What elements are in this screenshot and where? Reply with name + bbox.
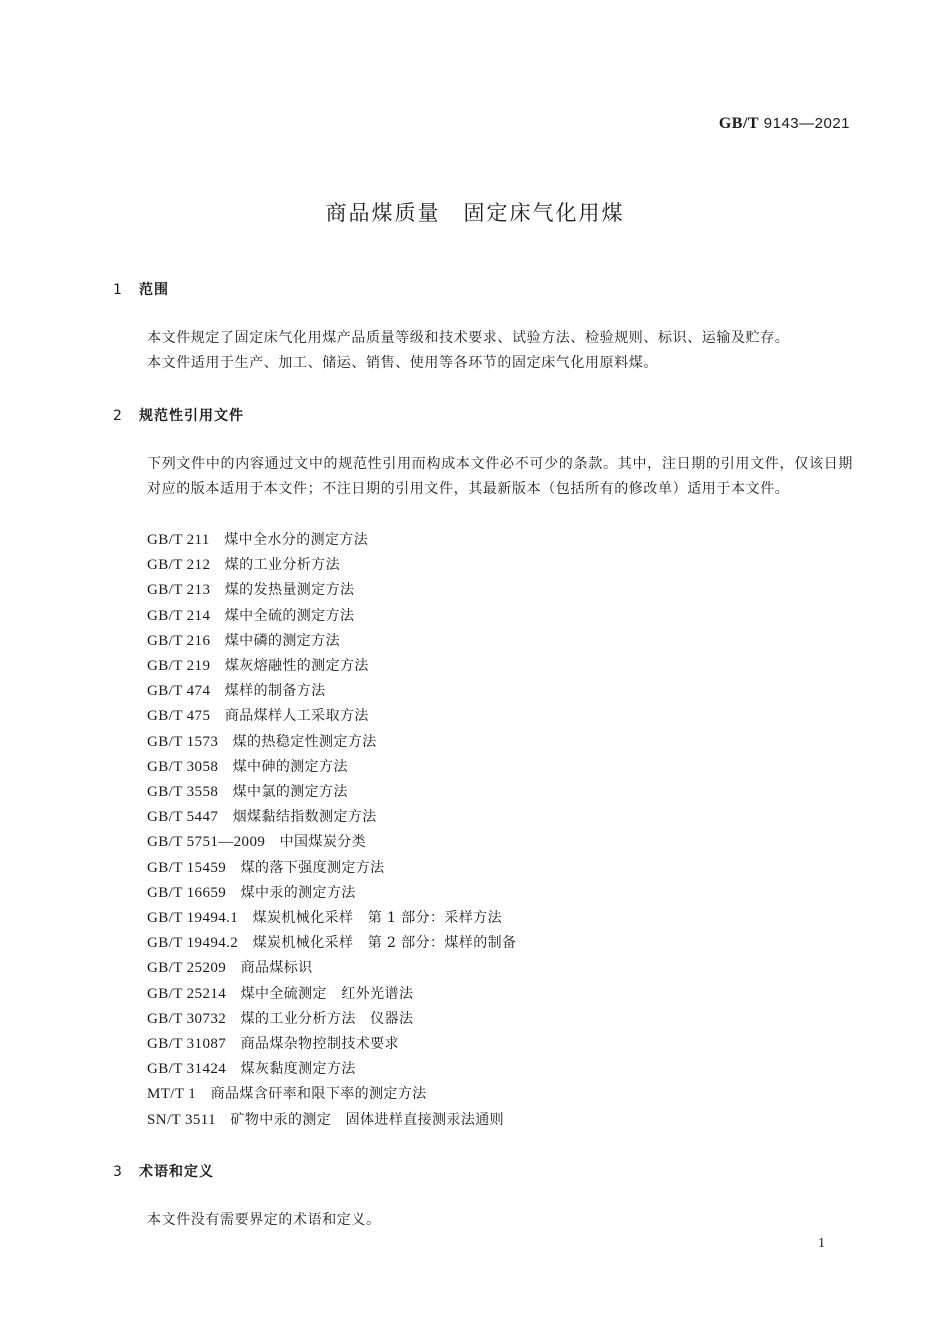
reference-title: 煤的发热量测定方法 xyxy=(224,582,355,599)
section-number: 2 xyxy=(113,408,123,424)
paragraph-text: 下列文件中的内容通过文中的规范性引用而构成本文件必不可少的条款。其中，注日期的引用文件，仅该日期对应的版本适用于本文件；不注日期的引用文件，其最新版本（包括所有的修改单）适用于本文件。 xyxy=(147,456,853,497)
reference-item xyxy=(147,1108,516,1133)
standard-prefix: GB/T xyxy=(718,115,760,132)
section-number: 3 xyxy=(113,1164,123,1180)
reference-code: GB/T 3058 xyxy=(147,758,219,775)
reference-item xyxy=(147,1007,516,1032)
reference-code: GB/T 19494.1 xyxy=(147,910,239,927)
reference-item xyxy=(147,1082,516,1107)
reference-item xyxy=(147,956,516,981)
section-title: 范围 xyxy=(139,282,169,298)
reference-code: GB/T 219 xyxy=(147,658,211,675)
reference-code: GB/T 213 xyxy=(147,582,211,599)
reference-code: GB/T 474 xyxy=(147,683,211,700)
reference-code: GB/T 216 xyxy=(147,632,211,649)
section-number: 1 xyxy=(113,282,123,298)
reference-title: 煤中全硫测定 红外光谱法 xyxy=(240,985,414,1002)
paragraph-text: 本文件规定了固定床气化用煤产品质量等级和技术要求、试验方法、检验规则、标识、运输及贮存。 xyxy=(147,330,790,346)
reference-item xyxy=(147,604,516,629)
reference-title: 煤中氯的测定方法 xyxy=(232,784,348,801)
reference-title: 煤样的制备方法 xyxy=(224,683,326,700)
paragraph-text: 本文件适用于生产、加工、储运、销售、使用等各环节的固定床气化用原料煤。 xyxy=(147,355,658,371)
page-number: 1 xyxy=(818,1236,825,1251)
reference-title: 煤炭机械化采样 第 1 部分：采样方法 xyxy=(252,910,503,927)
reference-code: GB/T 31087 xyxy=(147,1036,227,1053)
reference-item xyxy=(147,553,516,578)
scope-paragraph-2 xyxy=(113,351,853,376)
reference-code: GB/T 30732 xyxy=(147,1010,227,1027)
reference-item xyxy=(147,856,516,881)
reference-item xyxy=(147,679,516,704)
reference-title: 煤中汞的测定方法 xyxy=(240,884,356,901)
reference-item xyxy=(147,1057,516,1082)
reference-item xyxy=(147,780,516,805)
reference-code: GB/T 5447 xyxy=(147,809,219,826)
section-heading-normative-references xyxy=(113,405,244,425)
reference-code: GB/T 211 xyxy=(147,532,210,548)
reference-item xyxy=(147,578,516,603)
reference-title: 煤的热稳定性测定方法 xyxy=(232,733,377,750)
reference-code: GB/T 3558 xyxy=(147,784,219,801)
reference-title: 煤炭机械化采样 第 2 部分：煤样的制备 xyxy=(252,935,517,952)
reference-title: 烟煤黏结指数测定方法 xyxy=(232,809,377,826)
reference-code: GB/T 5751—2009 xyxy=(147,834,266,851)
reference-item xyxy=(147,528,516,553)
reference-item xyxy=(147,654,516,679)
reference-item xyxy=(147,704,516,729)
reference-code: GB/T 15459 xyxy=(147,859,227,876)
scope-paragraph-1 xyxy=(113,326,853,351)
standard-code xyxy=(719,115,850,133)
section-title: 术语和定义 xyxy=(139,1164,214,1180)
reference-code: GB/T 19494.2 xyxy=(147,935,239,952)
document-title: 商品煤质量 固定床气化用煤 xyxy=(325,201,625,225)
reference-item xyxy=(147,982,516,1007)
reference-code: GB/T 25209 xyxy=(147,960,227,977)
reference-title: 中国煤炭分类 xyxy=(279,834,367,851)
section-title: 规范性引用文件 xyxy=(139,408,244,424)
reference-item xyxy=(147,730,516,755)
reference-code: GB/T 1573 xyxy=(147,733,219,750)
reference-item xyxy=(147,805,516,830)
section-heading-terms xyxy=(113,1161,214,1181)
reference-code: GB/T 25214 xyxy=(147,985,227,1002)
reference-item xyxy=(147,931,516,956)
reference-item xyxy=(147,1032,516,1057)
reference-list xyxy=(147,528,516,1133)
reference-code: GB/T 212 xyxy=(147,557,211,574)
reference-item xyxy=(147,881,516,906)
reference-item xyxy=(147,755,516,780)
reference-title: 煤灰熔融性的测定方法 xyxy=(224,658,369,675)
reference-title: 商品煤含矸率和限下率的测定方法 xyxy=(210,1086,427,1103)
reference-title: 煤的工业分析方法 仪器法 xyxy=(240,1010,414,1027)
reference-code: GB/T 475 xyxy=(147,708,211,725)
reference-code: GB/T 16659 xyxy=(147,884,227,901)
reference-title: 煤的工业分析方法 xyxy=(224,557,340,574)
reference-code: GB/T 31424 xyxy=(147,1061,227,1078)
terms-paragraph xyxy=(113,1208,853,1233)
reference-title: 商品煤样人工采取方法 xyxy=(224,708,369,725)
reference-title: 商品煤标识 xyxy=(240,960,313,977)
reference-title: 煤中砷的测定方法 xyxy=(232,758,348,775)
reference-item xyxy=(147,830,516,855)
paragraph-text: 本文件没有需要界定的术语和定义。 xyxy=(147,1212,381,1228)
standard-number: 9143—2021 xyxy=(759,115,850,132)
reference-title: 煤中全硫的测定方法 xyxy=(224,607,355,624)
section-heading-scope xyxy=(113,279,169,299)
reference-title: 煤中全水分的测定方法 xyxy=(224,532,369,548)
reference-title: 煤灰黏度测定方法 xyxy=(240,1061,356,1078)
reference-code: SN/T 3511 xyxy=(147,1111,217,1128)
reference-item xyxy=(147,629,516,654)
reference-code: MT/T 1 xyxy=(147,1086,197,1103)
reference-title: 矿物中汞的测定 固体进样直接测汞法通则 xyxy=(230,1111,505,1128)
reference-title: 商品煤杂物控制技术要求 xyxy=(240,1036,399,1053)
reference-item xyxy=(147,906,516,931)
references-intro-paragraph xyxy=(113,452,853,502)
reference-title: 煤中磷的测定方法 xyxy=(224,632,340,649)
reference-code: GB/T 214 xyxy=(147,607,211,624)
reference-title: 煤的落下强度测定方法 xyxy=(240,859,385,876)
